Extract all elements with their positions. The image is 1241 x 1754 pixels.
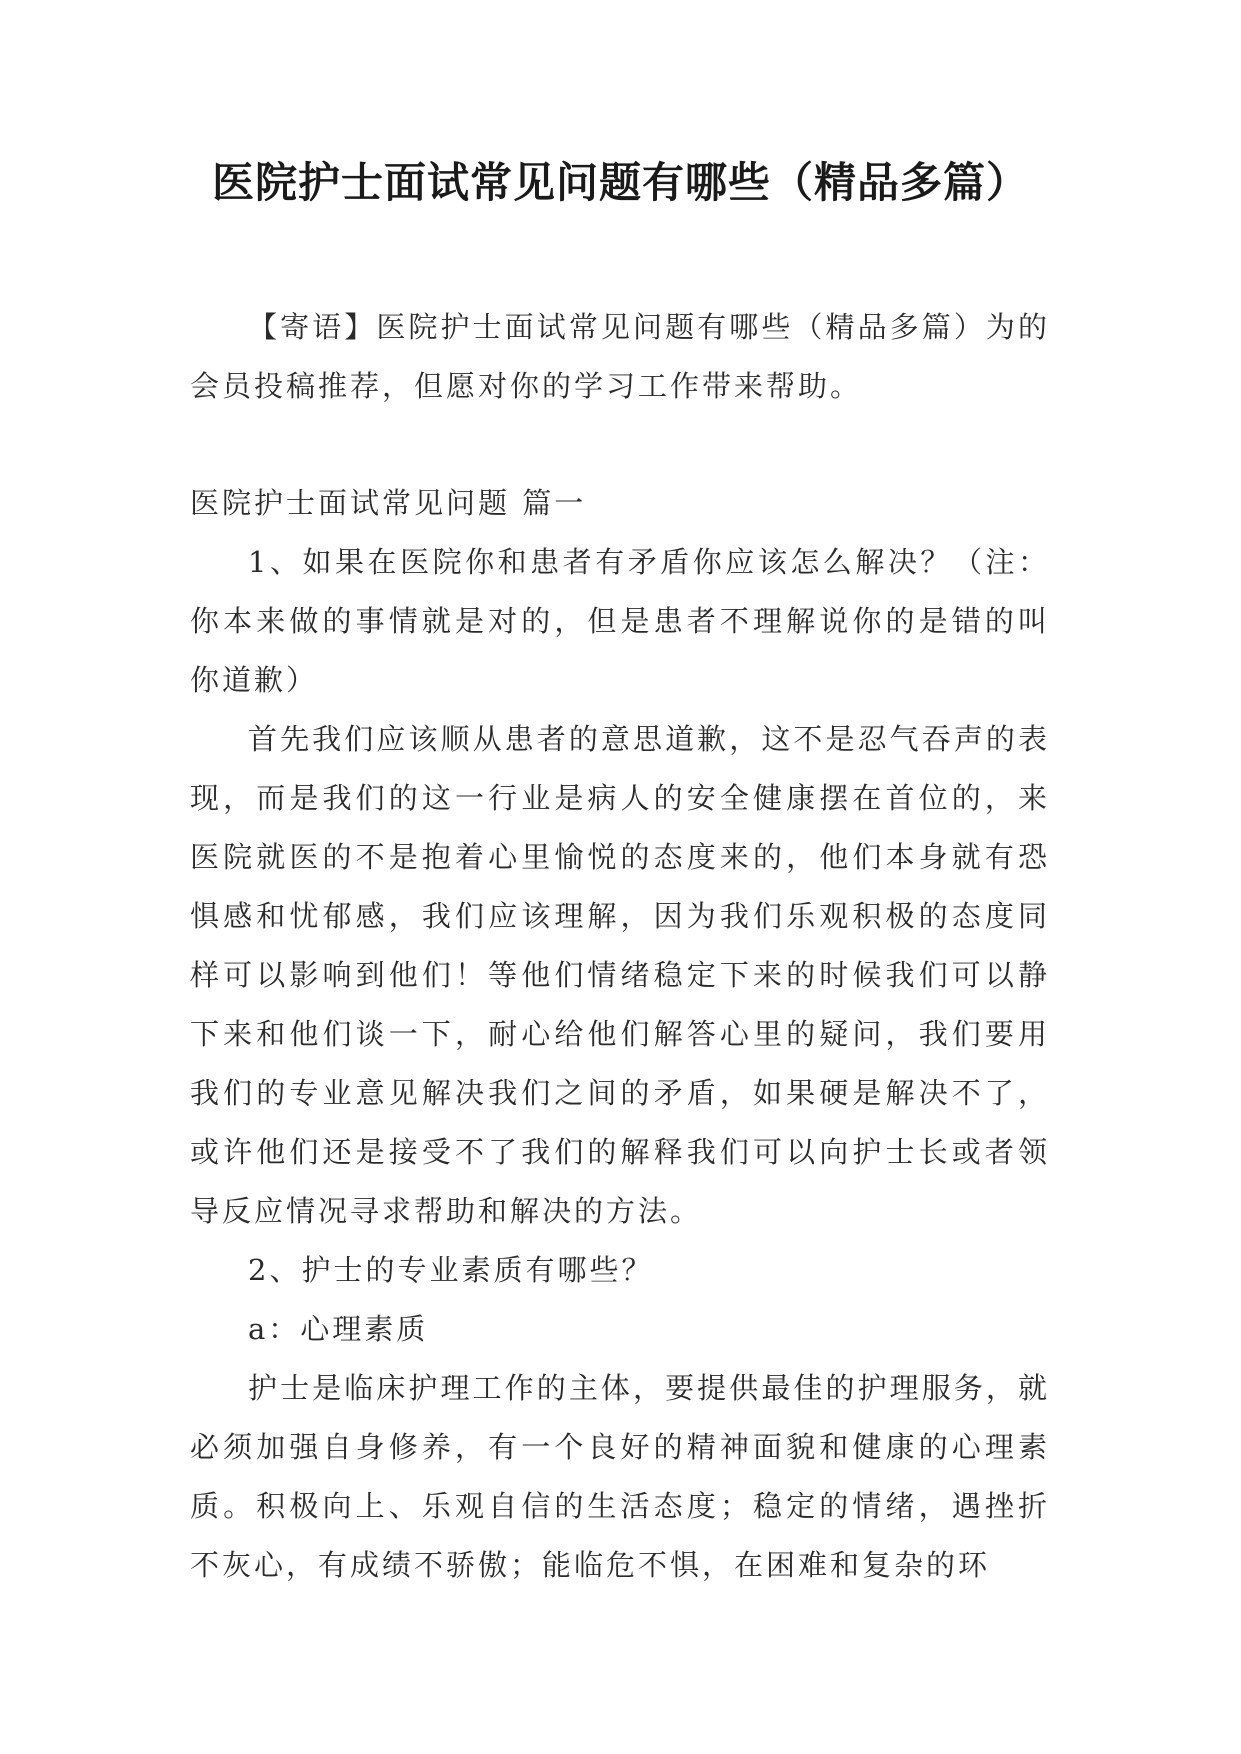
intro-paragraph: 【寄语】医院护士面试常见问题有哪些（精品多篇）为的会员投稿推荐，但愿对你的学习工作带来帮助。 bbox=[190, 310, 1050, 403]
answer-1: 首先我们应该顺从患者的意思道歉，这不是忍气吞声的表现，而是我们的这一行业是病人的安全健康摆在首位的，来医院就医的不是抱着心里愉悦的态度来的，他们本身就有恐惧感和忧郁感，我们应该理解，因为我们乐观积极的态度同样可以影响到他们！等他们情绪稳定下来的时候我们可以静下来和他们谈一下，耐心给他们解答心里的疑问，我们要用我们的专业意见解决我们之间的矛盾，如果硬是解决不了，或许他们还是接受不了我们的解释我们可以向护士长或者领导反应情况寻求帮助和解决的方法。 bbox=[190, 722, 1050, 1228]
question-2-subheading: a：心理素质 bbox=[248, 1312, 429, 1346]
question-1: 1、如果在医院你和患者有矛盾你应该怎么解决？（注：你本来做的事情就是对的，但是患者不理解说你的是错的叫你道歉） bbox=[190, 545, 1050, 697]
spacer bbox=[190, 416, 1050, 474]
document-body bbox=[190, 298, 1050, 1595]
page-title: 医院护士面试常见问题有哪些（精品多篇） bbox=[211, 158, 1029, 207]
answer-2: 护士是临床护理工作的主体，要提供最佳的护理服务，就必须加强自身修养，有一个良好的精神面貌和健康的心理素质。积极向上、乐观自信的生活态度；稳定的情绪，遇挫折不灰心，有成绩不骄傲；能临危不惧，在困难和复杂的环 bbox=[190, 1371, 1050, 1582]
question-2: 2、护士的专业素质有哪些？ bbox=[248, 1253, 654, 1287]
section-heading: 医院护士面试常见问题 篇一 bbox=[190, 486, 587, 520]
